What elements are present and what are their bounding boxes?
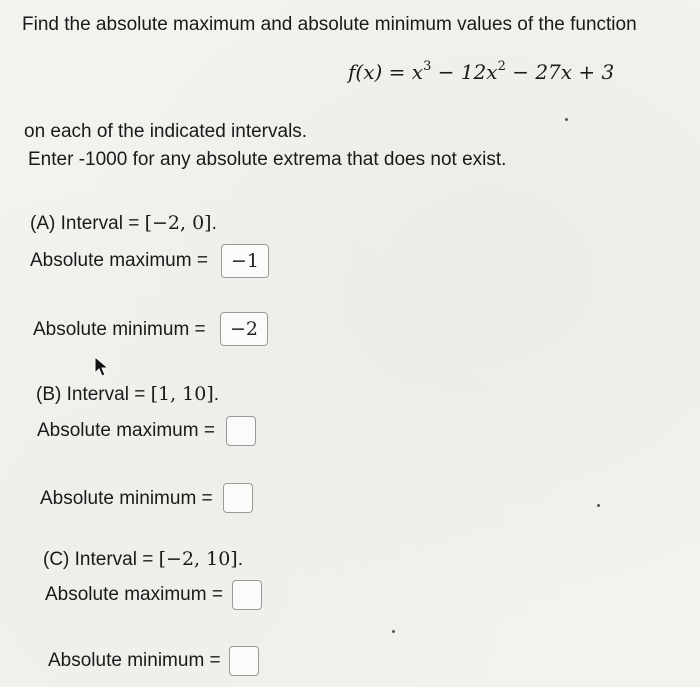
part-a-interval: [−2, 0] [144, 212, 212, 234]
part-b-label: (B) Interval = [36, 384, 151, 405]
part-a-max-label: Absolute maximum = [30, 250, 208, 271]
term-12x: 12x [460, 60, 498, 84]
part-c-max-input[interactable] [232, 580, 262, 610]
part-b-max-label: Absolute maximum = [37, 420, 215, 441]
part-b-interval-row: (B) Interval = [1, 10]. [36, 383, 220, 405]
part-a-interval-row: (A) Interval = [−2, 0]. [30, 212, 217, 234]
term-27x-plus-3: 27x + 3 [535, 60, 615, 84]
part-a-max-input[interactable]: −1 [221, 244, 269, 278]
question-prompt: Find the absolute maximum and absolute minimum values of the function [22, 14, 637, 35]
mouse-pointer-icon [93, 356, 111, 378]
part-b-interval: [1, 10] [150, 383, 214, 405]
part-b-max-input[interactable] [226, 416, 256, 446]
exp-2: 2 [497, 59, 506, 74]
part-a-label: (A) Interval = [30, 213, 145, 234]
question-line-2: on each of the indicated intervals. [24, 121, 308, 142]
part-c-interval: [−2, 10] [158, 548, 238, 570]
part-c-min-label: Absolute minimum = [48, 650, 221, 671]
part-c-label: (C) Interval = [43, 549, 159, 570]
part-b-min-label: Absolute minimum = [40, 488, 213, 509]
function-formula: $f(x) = x^3 - 12x^2 - 27x + 3$ [348, 59, 615, 84]
speck [392, 630, 395, 633]
question-line-3: Enter -1000 for any absolute extrema that does not exist. [28, 149, 507, 170]
function-lhs: f(x) [348, 60, 383, 84]
term-x: x [411, 60, 424, 84]
part-c-interval-row: (C) Interval = [−2, 10]. [43, 548, 243, 570]
speck [565, 118, 568, 121]
speck [597, 504, 600, 507]
exp-3: 3 [423, 59, 432, 74]
part-c-max-label: Absolute maximum = [45, 584, 223, 605]
part-c-min-input[interactable] [229, 646, 259, 676]
part-a-min-label: Absolute minimum = [33, 319, 206, 340]
part-a-min-input[interactable]: −2 [220, 312, 268, 346]
part-b-min-input[interactable] [223, 483, 253, 513]
